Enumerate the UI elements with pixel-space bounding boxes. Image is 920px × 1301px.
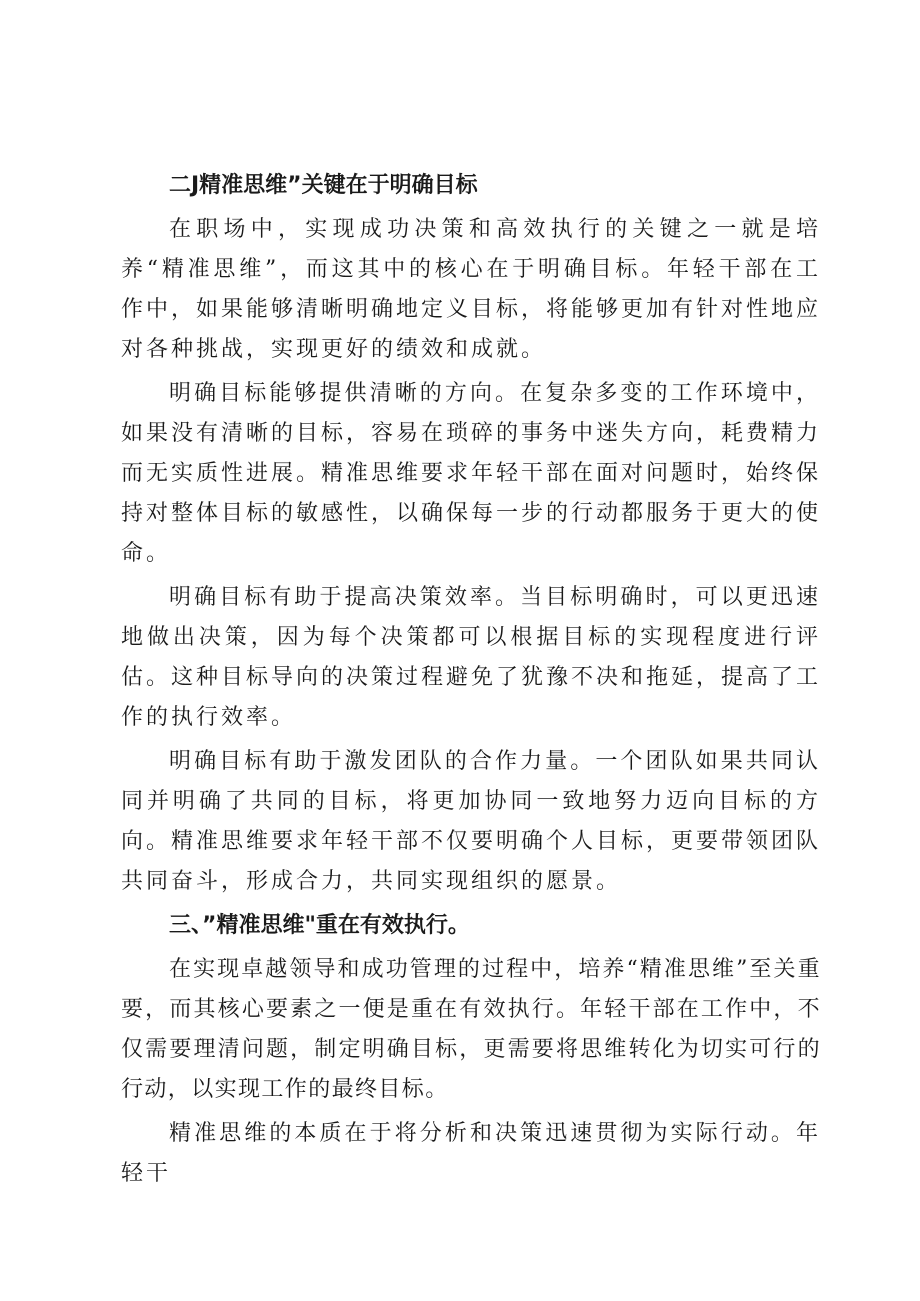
paragraph: 在实现卓越领导和成功管理的过程中，培养“精准思维”至关重要，而其核心要素之一便是重在有效执行。年轻干部在工作中，不仅需要理清问题，制定明确目标，更需要将思维转化为切实可行的行动，以实现工作的最终目标。	[121, 957, 821, 1102]
section-heading-3: 三、”精准思维"重在有效执行。	[169, 913, 470, 938]
document-body	[121, 166, 821, 1198]
paragraph: 明确目标有助于提高决策效率。当目标明确时，可以更迅速地做出决策，因为每个决策都可以根据目标的实现程度进行评估。这种目标导向的决策过程避免了犹豫不决和拖延，提高了工作的执行效率。	[121, 585, 822, 730]
paragraph: 精准思维的本质在于将分析和决策迅速贯彻为实际行动。年轻干	[121, 1121, 821, 1186]
section-heading-2: 二J精准思维”关键在于明确目标	[169, 173, 478, 198]
paragraph: 明确目标有助于激发团队的合作力量。一个团队如果共同认同并明确了共同的目标，将更加协同一致地努力迈向目标的方向。精准思维要求年轻干部不仅要明确个人目标，更要带领团队共同奋斗，形成合力，共同实现组织的愿景。	[121, 749, 822, 894]
paragraph: 在职场中，实现成功决策和高效执行的关键之一就是培养“精准思维”，而这其中的核心在于明确目标。年轻干部在工作中，如果能够清晰明确地定义目标，将能够更加有针对性地应对各种挑战，实现更好的绩效和成就。	[121, 217, 822, 362]
paragraph: 明确目标能够提供清晰的方向。在复杂多变的工作环境中，如果没有清晰的目标，容易在琐碎的事务中迷失方向，耗费精力而无实质性进展。精准思维要求年轻干部在面对问题时，始终保持对整体目标的敏感性，以确保每一步的行动都服务于更大的使命。	[121, 381, 822, 566]
